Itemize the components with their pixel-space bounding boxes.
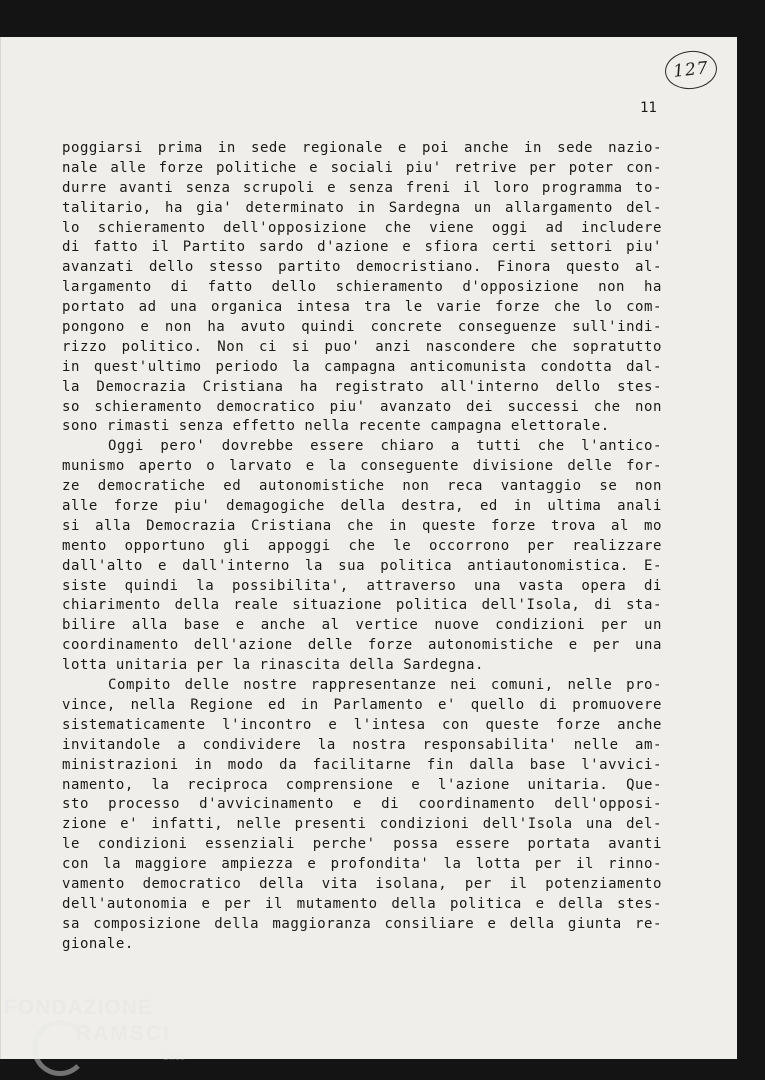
text-line: chiarimento della reale situazione politica dell'Isola, di sta- bbox=[62, 597, 662, 614]
text-line: la Democrazia Cristiana ha registrato all'interno dello stes- bbox=[62, 378, 662, 395]
paragraph-start-line: Oggi pero' dovrebbe essere chiaro a tutti che l'antico- bbox=[108, 438, 662, 455]
text-line: poggiarsi prima in sede regionale e poi anche in sede nazio- bbox=[62, 140, 662, 156]
text-line: rizzo politico. Non ci si puo' anzi nascondere che sopratutto bbox=[62, 338, 662, 355]
text-line: gionale. bbox=[62, 935, 134, 952]
text-line: vamento democratico della vita isolana, per il potenziamento bbox=[62, 875, 662, 892]
text-line: munismo aperto o larvato e la conseguente divisione delle for- bbox=[62, 458, 662, 475]
text-line: dell'autonomia e per il mutamento della politica e della stes- bbox=[62, 895, 662, 912]
text-line: talitario, ha gia' determinato in Sardegna un allargamento del- bbox=[62, 199, 662, 216]
text-line: sto processo d'avvicinamento e di coordinamento dell'opposi- bbox=[62, 796, 662, 813]
text-line: le condizioni essenziali perche' possa essere portata avanti bbox=[62, 836, 662, 853]
text-line: mento opportuno gli appoggi che le occorrono per realizzare bbox=[62, 537, 662, 554]
text-line: si alla Democrazia Cristiana che in queste forze trova al mo bbox=[62, 517, 662, 534]
watermark-line-2: RAMSCI bbox=[76, 1022, 171, 1045]
watermark-line-1: FONDAZIONE bbox=[4, 996, 153, 1019]
text-line: ze democratiche ed autonomistiche non reca vantaggio se non bbox=[62, 478, 662, 495]
text-line: zione e' infatti, nelle presenti condizioni dell'Isola una del- bbox=[62, 816, 662, 833]
text-line: ministrazioni in modo da facilitarne fin dalla base l'avvici- bbox=[62, 756, 662, 773]
text-line: namento, la reciproca comprensione e l'azione unitaria. Que- bbox=[62, 776, 662, 793]
text-line: so schieramento democratico piu' avanzato dei successi che non bbox=[62, 398, 662, 415]
text-line: invitandole a condividere la nostra responsabilita' nelle am- bbox=[62, 736, 662, 753]
text-line: lotta unitaria per la rinascita della Sardegna. bbox=[62, 657, 484, 674]
archive-number-stamp: 127 bbox=[663, 48, 719, 91]
text-line: durre avanti senza scrupoli e senza freni il loro programma to- bbox=[62, 179, 662, 196]
text-line: sistematicamente l'incontro e l'intesa con queste forze anche bbox=[62, 716, 662, 733]
text-line: pongono e non ha avuto quindi concrete conseguenze sull'indi- bbox=[62, 319, 662, 336]
text-line: siste quindi la possibilita', attraverso una vasta opera di bbox=[62, 577, 662, 594]
text-line: coordinamento dell'azione delle forze autonomistiche e per una bbox=[62, 637, 662, 654]
watermark-small-text: Gilles bbox=[162, 1052, 185, 1062]
paragraph-start-line: Compito delle nostre rappresentanze nei comuni, nelle pro- bbox=[108, 677, 662, 694]
text-line: di fatto il Partito sardo d'azione e sfiora certi settori piu' bbox=[62, 239, 662, 256]
text-line: con la maggiore ampiezza e profondita' la lotta per il rinno- bbox=[62, 856, 662, 873]
text-line: sono rimasti senza effetto nella recente campagna elettorale. bbox=[62, 418, 610, 435]
text-line: vince, nella Regione ed in Parlamento e' quello di promuovere bbox=[62, 696, 662, 713]
page-number: 11 bbox=[640, 100, 657, 116]
text-line: dall'alto e dall'interno la sua politica antiautonomistica. E- bbox=[62, 557, 662, 574]
text-line: portato ad una organica intesa tra le varie forze che lo com- bbox=[62, 299, 662, 316]
text-line: avanzati dello stesso partito democristiano. Finora questo al- bbox=[62, 259, 662, 276]
text-line: alle forze piu' demagogiche della destra, ed in ultima anali bbox=[62, 498, 662, 515]
text-line: lo schieramento dell'opposizione che viene oggi ad includere bbox=[62, 219, 662, 236]
text-line: largamento di fatto dello schieramento d'opposizione non ha bbox=[62, 279, 662, 296]
text-line: sa composizione della maggioranza consiliare e della giunta re- bbox=[62, 915, 662, 932]
text-line: nale alle forze politiche e sociali piu' retrive per poter con- bbox=[62, 159, 662, 176]
text-line: bilire alla base e anche al vertice nuove condizioni per un bbox=[62, 617, 662, 634]
typewritten-body bbox=[62, 139, 662, 955]
text-line: in quest'ultimo periodo la campagna anticomunista condotta dal- bbox=[62, 358, 662, 375]
fondazione-gramsci-watermark bbox=[4, 996, 204, 1076]
